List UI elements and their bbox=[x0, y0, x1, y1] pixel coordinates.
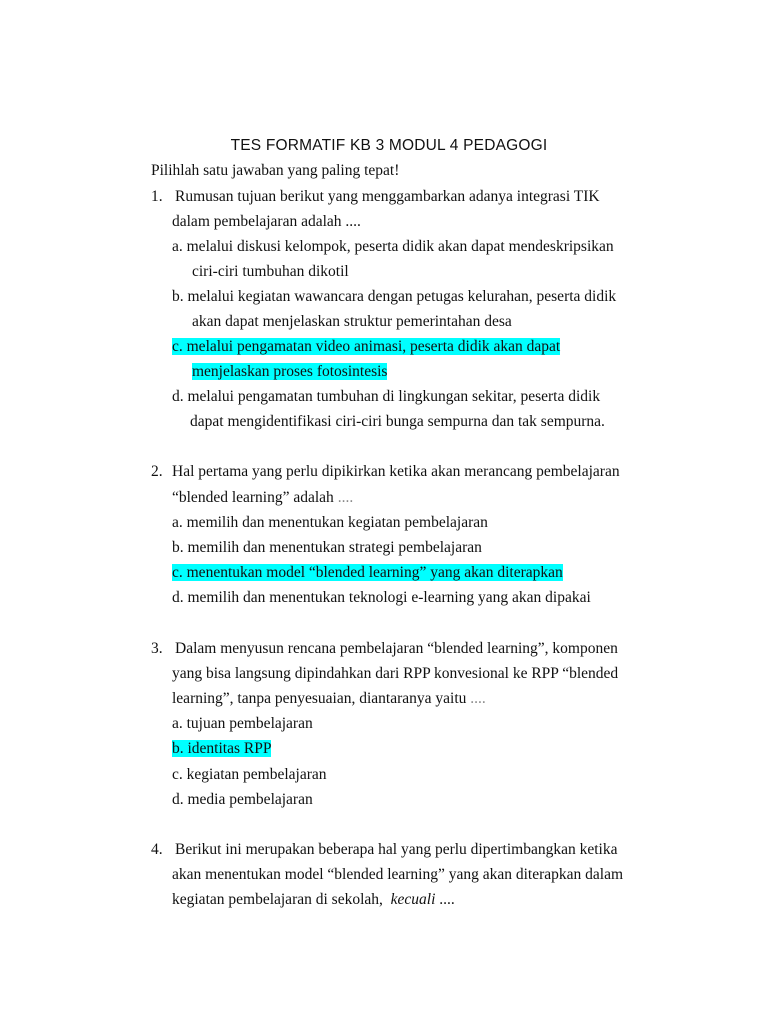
blank-dots: .... bbox=[466, 690, 486, 707]
emphasis-text: kecuali bbox=[390, 891, 436, 908]
option-b: b. memilih dan menentukan strategi pembelajaran bbox=[172, 539, 482, 556]
question-text-line bbox=[172, 689, 486, 709]
blank-dots: .... bbox=[435, 891, 455, 908]
question-text-line: Berikut ini merupakan beberapa hal yang perlu dipertimbangkan ketika bbox=[175, 841, 618, 858]
question-number: 4. bbox=[151, 841, 163, 858]
question-text-line bbox=[172, 890, 455, 910]
question-text-line: dalam pembelajaran adalah .... bbox=[172, 213, 361, 230]
answer-highlight: b. identitas RPP bbox=[172, 740, 272, 757]
question-number: 3. bbox=[151, 640, 163, 657]
question-number: 1. bbox=[151, 188, 163, 205]
question-text-line: Hal pertama yang perlu dipikirkan ketika akan merancang pembelajaran bbox=[172, 463, 620, 480]
option-a: a. melalui diskusi kelompok, peserta didik akan dapat mendeskripsikan bbox=[172, 238, 614, 255]
question-text-line: yang bisa langsung dipindahkan dari RPP konvesional ke RPP “blended bbox=[172, 665, 619, 682]
option-d: d. melalui pengamatan tumbuhan di lingkungan sekitar, peserta didik bbox=[172, 388, 601, 405]
option-c-correct bbox=[172, 563, 563, 583]
question-text: learning”, tanpa penyesuaian, diantaranya yaitu bbox=[172, 690, 467, 707]
option-a: a. tujuan pembelajaran bbox=[172, 715, 313, 732]
option-a: a. memilih dan menentukan kegiatan pembelajaran bbox=[172, 514, 488, 531]
question-number: 2. bbox=[151, 463, 163, 480]
question-text: “blended learning” adalah bbox=[172, 489, 334, 506]
option-c: c. kegiatan pembelajaran bbox=[172, 766, 327, 783]
option-b-correct bbox=[172, 739, 271, 759]
answer-highlight: c. melalui pengamatan video animasi, peserta didik akan dapat bbox=[172, 338, 561, 355]
option-d: d. memilih dan menentukan teknologi e-learning yang akan dipakai bbox=[172, 589, 591, 606]
question-text-line: Dalam menyusun rencana pembelajaran “blended learning”, komponen bbox=[175, 640, 618, 657]
instruction-text: Pilihlah satu jawaban yang paling tepat! bbox=[151, 162, 400, 179]
option-c-continued bbox=[192, 362, 387, 382]
answer-highlight: menjelaskan proses fotosintesis bbox=[192, 363, 388, 380]
option-a-continued: ciri-ciri tumbuhan dikotil bbox=[192, 263, 349, 280]
question-text: kegiatan pembelajaran di sekolah, bbox=[172, 891, 383, 908]
answer-highlight: c. menentukan model “blended learning” yang akan diterapkan bbox=[172, 564, 563, 581]
question-text-line: Rumusan tujuan berikut yang menggambarkan adanya integrasi TIK bbox=[175, 188, 600, 205]
option-d-continued: dapat mengidentifikasi ciri-ciri bunga sempurna dan tak sempurna. bbox=[190, 413, 605, 430]
blank-dots: .... bbox=[333, 489, 354, 506]
option-d: d. media pembelajaran bbox=[172, 791, 313, 808]
option-b-continued: akan dapat menjelaskan struktur pemerintahan desa bbox=[192, 313, 512, 330]
option-b: b. melalui kegiatan wawancara dengan petugas kelurahan, peserta didik bbox=[172, 288, 617, 305]
option-c-correct bbox=[172, 337, 560, 357]
question-text-line bbox=[172, 488, 353, 508]
question-text-line: akan menentukan model “blended learning” yang akan diterapkan dalam bbox=[172, 866, 624, 883]
page-title: TES FORMATIF KB 3 MODUL 4 PEDAGOGI bbox=[230, 137, 548, 154]
